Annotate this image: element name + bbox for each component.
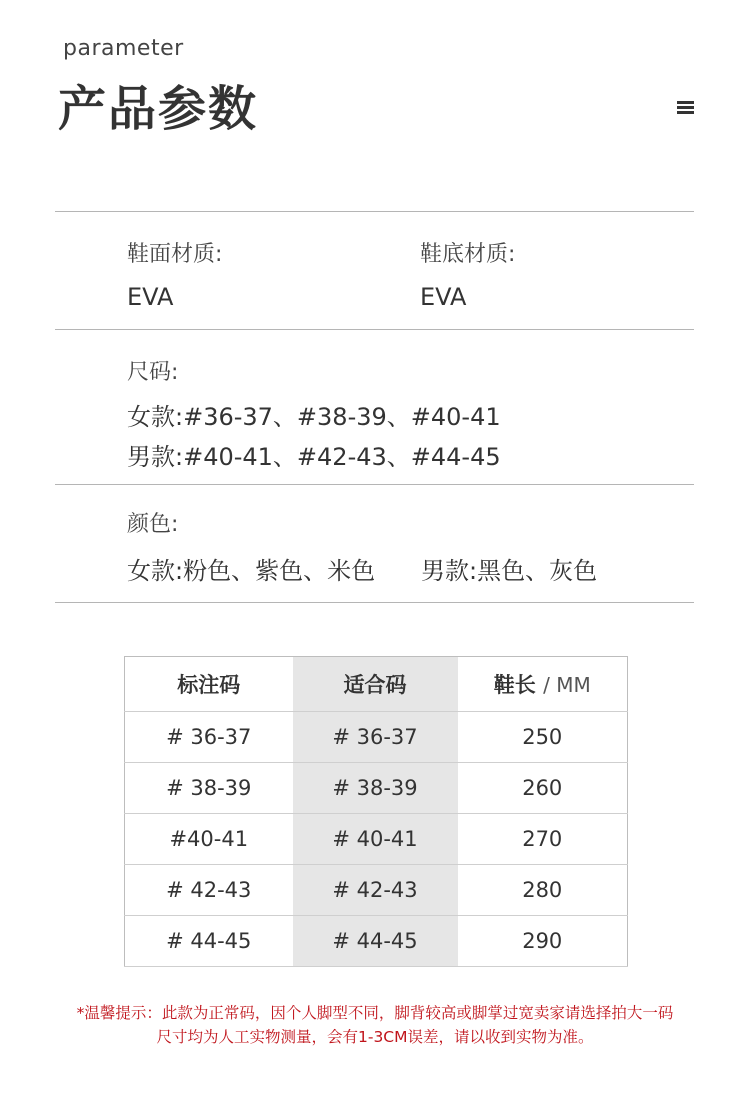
table-row <box>125 814 628 865</box>
size-note-line-1: *温馨提示：此款为正常码，因个人脚型不同，脚背较高或脚掌过宽卖家请选择拍大一码 <box>76 1004 674 1022</box>
cell-length: 270 <box>458 814 628 865</box>
sole-material-label: 鞋底材质: <box>420 242 516 267</box>
header-shoe-length <box>458 657 628 712</box>
upper-material-label: 鞋面材质: <box>127 242 223 267</box>
men-colors: 男款:黑色、灰色 <box>421 557 598 585</box>
size-table <box>124 656 628 967</box>
cell-fit: # 42-43 <box>293 865 458 916</box>
header-marked-size: 标注码 <box>125 657 293 712</box>
cell-marked: # 38-39 <box>125 763 293 814</box>
header-fit-size: 适合码 <box>293 657 458 712</box>
cell-marked: #40-41 <box>125 814 293 865</box>
cell-length: 280 <box>458 865 628 916</box>
header-length-unit: / MM <box>543 673 591 697</box>
header-length-label: 鞋长 <box>493 673 536 697</box>
cell-length: 260 <box>458 763 628 814</box>
size-note-line-2: 尺寸均为人工实物测量，会有1-3CM误差，请以收到实物为准。 <box>156 1028 594 1046</box>
cell-length: 290 <box>458 916 628 967</box>
divider <box>55 211 694 212</box>
divider <box>55 602 694 603</box>
divider <box>55 329 694 330</box>
divider <box>55 484 694 485</box>
cell-fit: # 36-37 <box>293 712 458 763</box>
women-sizes: 女款:#36-37、#38-39、#40-41 <box>127 403 501 431</box>
cell-marked: # 44-45 <box>125 916 293 967</box>
sole-material-value: EVA <box>420 283 467 311</box>
table-row <box>125 763 628 814</box>
page-title: 产品参数 <box>58 81 259 137</box>
page-subtitle: parameter <box>63 36 184 61</box>
women-colors: 女款:粉色、紫色、米色 <box>127 557 376 585</box>
men-sizes: 男款:#40-41、#42-43、#44-45 <box>127 443 501 471</box>
cell-fit: # 38-39 <box>293 763 458 814</box>
color-label: 颜色: <box>127 512 179 537</box>
table-row <box>125 916 628 967</box>
cell-marked: # 42-43 <box>125 865 293 916</box>
menu-icon[interactable] <box>677 101 694 114</box>
upper-material-value: EVA <box>127 283 174 311</box>
table-header-row <box>125 657 628 712</box>
cell-length: 250 <box>458 712 628 763</box>
table-row <box>125 865 628 916</box>
cell-marked: # 36-37 <box>125 712 293 763</box>
cell-fit: # 40-41 <box>293 814 458 865</box>
size-label: 尺码: <box>127 360 179 385</box>
table-row <box>125 712 628 763</box>
cell-fit: # 44-45 <box>293 916 458 967</box>
